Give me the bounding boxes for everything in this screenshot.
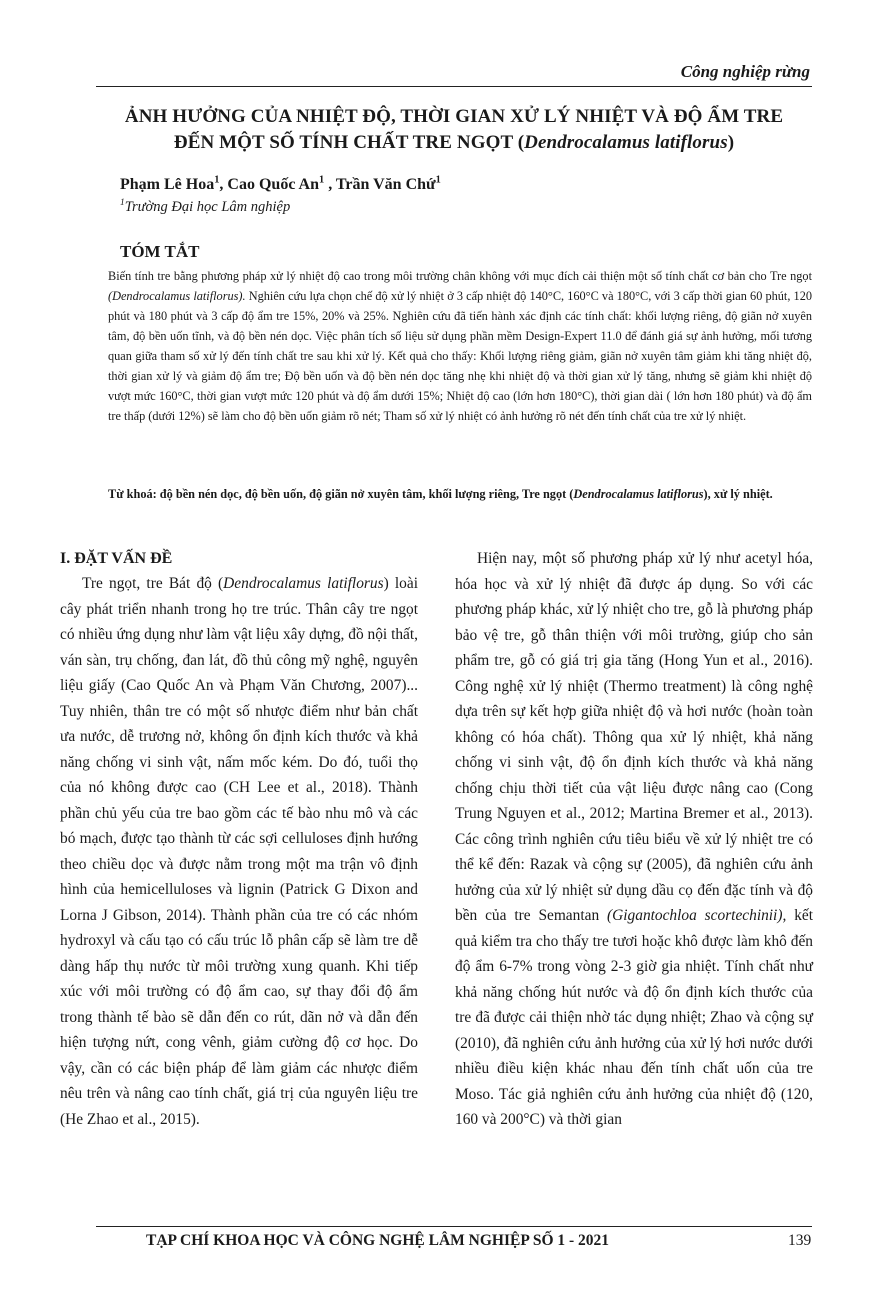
abstract-body: [108, 266, 812, 426]
paragraph-2-species: (Gigantochloa scortechinii),: [607, 907, 787, 924]
section-heading: I. ĐẶT VẤN ĐỀ: [60, 550, 173, 567]
author-list: Phạm Lê Hoa$^1$, Cao Quốc An$^1$ , Trần Văn Chứ$^1$: [120, 174, 441, 193]
header-rule: [96, 86, 812, 87]
paragraph-1-species: Dendrocalamus latiflorus: [223, 575, 384, 592]
paragraph-2-text-a: Hiện nay, một số phương pháp xử lý như acetyl hóa, hóa học và xử lý nhiệt đã được áp dụng. So với các phương pháp khác, xử lý nhiệt cho tre, gỗ là phương pháp bảo vệ tre, gỗ thân thiện với môi trường, giúp cho sản phẩm tre, gỗ có giá trị gia tăng (Hong Yun et al., 2016). Công nghệ xử lý nhiệt (Thermo treatment) là công nghệ dựa trên sự kết hợp giữa nhiệt độ và hơi nước (hoàn toàn không có hóa chất). Thông qua xử lý nhiệt, khả năng chống vi sinh vật, độ ổn định kích thước và khả năng chống chịu thời tiết của vật liệu được nâng cao (Cong Trung Nguyen et al., 2012; Martina Bremer et al., 2013). Các công trình nghiên cứu tiêu biểu về xử lý nhiệt tre có thể kể đến: Razak và cộng sự (2005), đã nghiên cứu ảnh hưởng của xử lý nhiệt sử dụng dầu cọ đến đặc tính và độ bền của tre Semantan: [455, 550, 813, 924]
author-1: Phạm Lê Hoa: [120, 176, 215, 193]
abstract-text-1: Biến tính tre bằng phương pháp xử lý nhiệt độ cao trong môi trường chân không với mục đích cải thiện một số tính chất cơ bản cho Tre ngọt: [108, 269, 812, 283]
title-species: Dendrocalamus latiflorus: [524, 132, 728, 153]
affiliation: [120, 199, 290, 216]
keywords-end: ), xử lý nhiệt.: [703, 487, 773, 501]
paragraph-1-text-b: ) loài cây phát triển nhanh trong họ tre trúc. Thân cây tre ngọt có nhiều ứng dụng như làm vật liệu xây dựng, đồ nội thất, ván sàn, trụ chống, đan lát, đồ thủ công mỹ nghệ, nguyên liệu giấy (Cao Quốc An và Phạm Văn Chương, 2007)... Tuy nhiên, thân tre có một số nhược điểm như bản chất ưa nước, dễ trương nở, không ổn định kích thước và khả năng chống vi sinh vật, nấm mốc kém. Do đó, tuổi thọ của nó không được cao (CH Lee et al., 2018). Thành phần chủ yếu của tre bao gồm các tế bào nhu mô và các bó mạch, được tạo thành từ các sợi celluloses định hướng theo chiều dọc và được nằm trong một ma trận vô định hình của hemicelluloses và lignin (Patrick G Dixon and Lorna J Gibson, 2014). Thành phần của tre có các nhóm hydroxyl và cấu tạo có cấu trúc lỗ phân cấp sẽ làm tre dễ dàng hấp thụ nước từ môi trường xung quanh. Khi tiếp xúc với môi trường có độ ẩm cao, sự thay đổi độ ẩm trong thành tế bào sẽ dẫn đến co rút, dãn nở và dẫn đến hiện tượng nứt, cong vênh, giảm cường độ cơ học. Do vậy, cần có các biện pháp để làm giảm các nhược điểm nêu trên và nâng cao tính chất, giá trị của nguyên liệu tre (He Zhao et al., 2015).: [60, 575, 418, 1128]
affiliation-text: Trường Đại học Lâm nghiệp: [124, 199, 291, 215]
title-line-2-text: ĐẾN MỘT SỐ TÍNH CHẤT TRE NGỌT (: [173, 132, 525, 153]
abstract-species: (Dendrocalamus latiflorus).: [108, 289, 246, 303]
keywords: [108, 484, 812, 504]
keywords-species: Dendrocalamus latiflorus: [573, 487, 704, 501]
paragraph-1: [60, 571, 418, 1132]
author-2-sup: 1: [319, 174, 325, 186]
page-number: 139: [788, 1232, 812, 1249]
title-line-1: ẢNH HƯỞNG CỦA NHIỆT ĐỘ, THỜI GIAN XỬ LÝ NHIỆT VÀ ĐỘ ẨM TRE: [124, 106, 784, 127]
paragraph-1-text-a: Tre ngọt, tre Bát độ (: [82, 575, 224, 592]
section-label: Công nghiệp rừng: [680, 62, 810, 81]
journal-footer: TẠP CHÍ KHOA HỌC VÀ CÔNG NGHỆ LÂM NGHIỆP SỐ 1 - 2021: [146, 1232, 610, 1249]
article-title: [96, 104, 812, 156]
paragraph-2-text-b: kết quả kiểm tra cho thấy tre tươi hoặc khô được làm khô đến độ ẩm 6-7% trong vòng 2-3 giờ gia nhiệt. Tính chất như khả năng chống hút nước và độ ổn định kích thước của tre đã được cải thiện nhờ tác dụng nhiệt; Zhao và cộng sự (2010), đã nghiên cứu ảnh hưởng của xử lý hơi nước dưới nhiều điều kiện khác nhau đến tính chất uốn của tre Moso. Tác giả nghiên cứu ảnh hưởng của nhiệt độ (120, 160 và 200°C) và thời gian: [455, 907, 813, 1128]
keywords-text: Từ khoá: độ bền nén dọc, độ bền uốn, độ giãn nở xuyên tâm, khối lượng riêng, Tre ngọt (: [108, 487, 574, 501]
abstract-heading: TÓM TẮT: [120, 242, 200, 261]
column-left: [60, 546, 418, 1132]
footer-rule: [96, 1226, 812, 1227]
paragraph-2: [455, 546, 813, 1133]
author-2: Cao Quốc An: [227, 176, 319, 193]
author-1-sup: 1: [214, 174, 220, 186]
author-3-sup: 1: [435, 174, 441, 186]
affiliation-sup: 1: [120, 198, 125, 209]
column-right: [455, 546, 813, 1133]
title-close-paren: ): [727, 132, 735, 153]
title-line-2: [96, 130, 812, 156]
abstract-text-2: Nghiên cứu lựa chọn chế độ xử lý nhiệt ở 3 cấp nhiệt độ 140°C, 160°C và 180°C, với 3 cấp thời gian 60 phút, 120 phút và 180 phút và 3 cấp độ ẩm tre 15%, 20% và 25%. Nghiên cứu đã tiến hành xác định các tính chất: khối lượng riêng, độ giãn nở xuyên tâm, độ bền uốn tĩnh, và độ bền nén dọc. Việc phân tích số liệu sử dụng phần mềm Design-Expert 11.0 để đánh giá sự ảnh hưởng, mối tương quan giữa tham số xử lý đến tính chất tre sau khi xử lý. Kết quả cho thấy: Khối lượng riêng giảm, giãn nở xuyên tâm giảm khi tăng nhiệt độ, thời gian xử lý và giảm độ ẩm tre; Độ bền uốn và độ bền nén dọc tăng nhẹ khi nhiệt độ và thời gian xử lý tăng, nhưng sẽ giảm khi nhiệt độ vượt mức 160°C, thời gian vượt mức 120 phút và độ ẩm dưới 15%; Nhiệt độ cao (lớn hơn 180°C), thời gian dài ( lớn hơn 180 phút) và độ ẩm tre thấp (dưới 12%) sẽ làm cho độ bền uốn giảm rõ nét; Tham số xử lý nhiệt có ảnh hưởng rõ nét đến tính chất của tre xử lý nhiệt.: [108, 289, 812, 423]
author-3: Trần Văn Chứ: [335, 176, 436, 193]
